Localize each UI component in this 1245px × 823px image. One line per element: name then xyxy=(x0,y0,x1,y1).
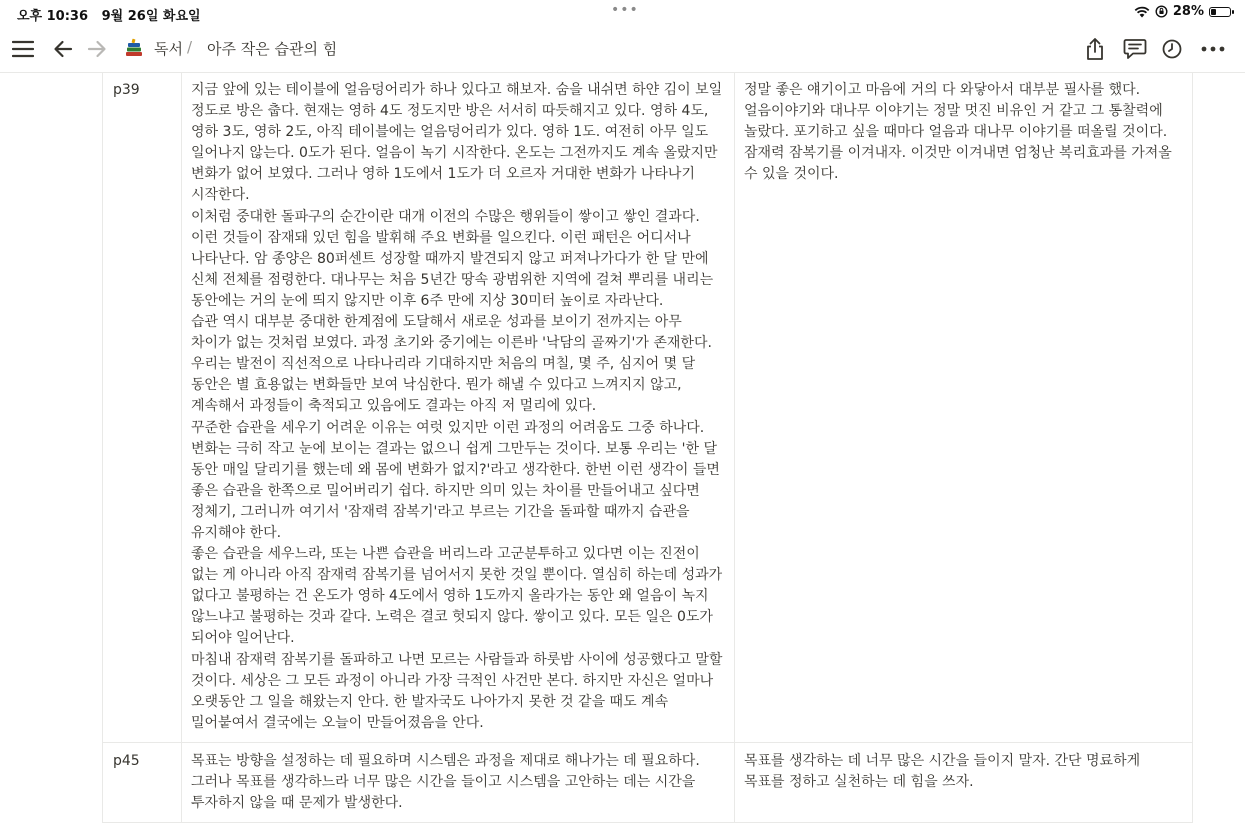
note-paragraph: 정말 좋은 얘기이고 마음에 거의 다 와닿아서 대부분 필사를 했다. 얼음이야기와 대나무 이야기는 정말 멋진 비유인 거 같고 그 통찰력에 놀랐다. 포기하고 싶을 때마다 얼음과 대나무 이야기를 떠올릴 것이다. xyxy=(744,82,1168,141)
status-indicators xyxy=(1134,4,1231,19)
battery-percent: 28% xyxy=(1172,4,1204,19)
history-clock-icon[interactable] xyxy=(1159,36,1185,62)
breadcrumb-workspace[interactable]: 독서 xyxy=(154,40,183,58)
orientation-lock-icon xyxy=(1155,5,1168,18)
forward-arrow-icon[interactable] xyxy=(84,36,110,62)
back-arrow-icon[interactable] xyxy=(50,36,76,62)
multitasking-dots-icon[interactable]: ••• xyxy=(611,2,639,18)
quote-paragraph: 목표는 방향을 설정하는 데 필요하며 시스템은 과정을 제대로 해나가는 데 필요하다. 그러나 목표를 생각하느라 너무 많은 시간을 들이고 시스템을 고안하는 데는 시간을 투자하지 않을 때 문제가 발생한다. xyxy=(191,752,700,812)
quote-cell[interactable] xyxy=(182,742,735,822)
table-row xyxy=(103,72,1193,742)
status-bar xyxy=(0,0,1245,26)
more-options-icon[interactable] xyxy=(1200,36,1226,62)
quote-cell[interactable] xyxy=(182,72,735,742)
note-cell[interactable] xyxy=(735,72,1193,742)
quote-paragraph: 이처럼 중대한 돌파구의 순간이란 대개 이전의 수많은 행위들이 쌓이고 쌓인 결과다. 이런 것들이 잠재돼 있던 힘을 발휘해 주요 변화를 일으킨다. 이런 패턴은 어디서나 나타난다. 암 종양은 80퍼센트 성장할 때까지 발견되지 않고 퍼져나가다가 한 달 만에 신체 전체를 점령한다. 대나무는 처음 5년간 땅속 광범위한 지역에 걸쳐 뿌리를 내리는 동안에는 거의 눈에 띄지 않지만 이후 6주 만에 지상 30미터 높이로 자라난다. xyxy=(191,208,714,309)
status-date: 9월 26일 화요일 xyxy=(101,9,201,24)
wifi-icon xyxy=(1134,6,1150,18)
reading-notes-table xyxy=(102,72,1193,823)
quote-paragraph: 습관 역시 대부분 중대한 한계점에 도달해서 새로운 성과를 보이기 전까지는 아무 차이가 없는 것처럼 보였다. 과정 초기와 중기에는 이른바 '낙담의 골짜기'가 존재한다. 우리는 발전이 직선적으로 나타나리라 기대하지만 처음의 며칠, 몇 주, 심지어 몇 달 동안은 별 효용없는 변화들만 보여 낙심한다. 뭔가 해낼 수 있다고 느껴지지 않고, 계속해서 과정들이 축적되고 있음에도 결과는 아직 저 멀리에 있다. xyxy=(191,314,712,415)
comments-icon[interactable] xyxy=(1122,36,1148,62)
quote-paragraph: 좋은 습관을 세우느라, 또는 나쁜 습관을 버리느라 고군분투하고 있다면 이는 진전이 없는 게 아니라 아직 잠재력 잠복기를 넘어서지 못한 것일 뿐이다. 열심히 하는데 성과가 없다고 불평하는 건 온도가 영하 4도에서 영하 1도까지 올라가는 동안 왜 얼음이 녹지 않느냐고 불평하는 것과 같다. 노력은 결코 헛되지 않다. 쌓이고 있다. 모든 일은 0도가 되어야 일어난다. xyxy=(191,546,723,647)
note-cell[interactable] xyxy=(735,742,1193,822)
quote-paragraph: 지금 앞에 있는 테이블에 얼음덩어리가 하나 있다고 해보자. 숨을 내쉬면 하얀 김이 보일 정도로 방은 춥다. 현재는 영하 4도 정도지만 방은 서서히 따듯해지고 있다. 영하 4도, 영하 3도, 영하 2도, 아직 테이블에는 얼음덩어리가 있다. 영하 1도. 여전히 아무 일도 일어나지 않는다. 0도가 된다. 얼음이 녹기 시작한다. 온도는 그전까지도 계속 올랐지만 변화가 없어 보였다. 그러나 영하 1도에서 1도가 더 오르자 거대한 변화가 나타나기 시작한다. xyxy=(191,82,723,204)
quote-paragraph: 마침내 잠재력 잠복기를 돌파하고 나면 모르는 사람들과 하룻밤 사이에 성공했다고 말할 것이다. 세상은 그 모든 과정이 아니라 가장 극적인 사건만 본다. 하지만 자신은 얼마나 오랫동안 그 일을 해왔는지 안다. 한 발자국도 나아가지 못한 것 같을 때도 계속 밀어붙여서 결국에는 오늘이 만들어졌음을 안다. xyxy=(191,651,723,731)
note-paragraph: 잠재력 잠복기를 이겨내자. 이것만 이겨내면 엄청난 복리효과를 가져올 수 있을 것이다. xyxy=(744,145,1172,183)
page-title[interactable]: 아주 작은 습관의 힘 xyxy=(207,40,338,58)
breadcrumb-separator: / xyxy=(187,38,193,56)
status-time: 오후 10:36 9월 26일 화요일 xyxy=(17,9,201,24)
books-icon xyxy=(124,38,144,63)
share-icon[interactable] xyxy=(1082,36,1108,62)
quote-paragraph: 꾸준한 습관을 세우기 어려운 이유는 여럿 있지만 이런 과정의 어려움도 그중 하나다. 변화는 극히 작고 눈에 보이는 결과는 없으니 쉽게 그만두는 것이다. 보통 우리는 '한 달 동안 매일 달리기를 했는데 왜 몸에 변화가 없지?'라고 생각한다. 한번 이런 생각이 들면 좋은 습관을 한쪽으로 밀어버리기 쉽다. 하지만 의미 있는 차이를 만들어내고 싶다면 정체기, 그러니까 여기서 '잠재력 잠복기'라고 부르는 기간을 돌파할 때까지 습관을 유지해야 한다. xyxy=(191,419,720,541)
battery-icon xyxy=(1209,7,1231,17)
note-paragraph: 목표를 생각하는 데 너무 많은 시간을 들이지 말자. 간단 명료하게 목표를 정하고 실천하는 데 힘을 쓰자. xyxy=(744,752,1141,790)
page-cell[interactable]: p39 xyxy=(103,72,182,742)
table-row xyxy=(103,742,1193,822)
menu-icon[interactable] xyxy=(10,36,36,62)
page-cell[interactable]: p45 xyxy=(103,742,182,822)
top-bar xyxy=(0,26,1245,73)
